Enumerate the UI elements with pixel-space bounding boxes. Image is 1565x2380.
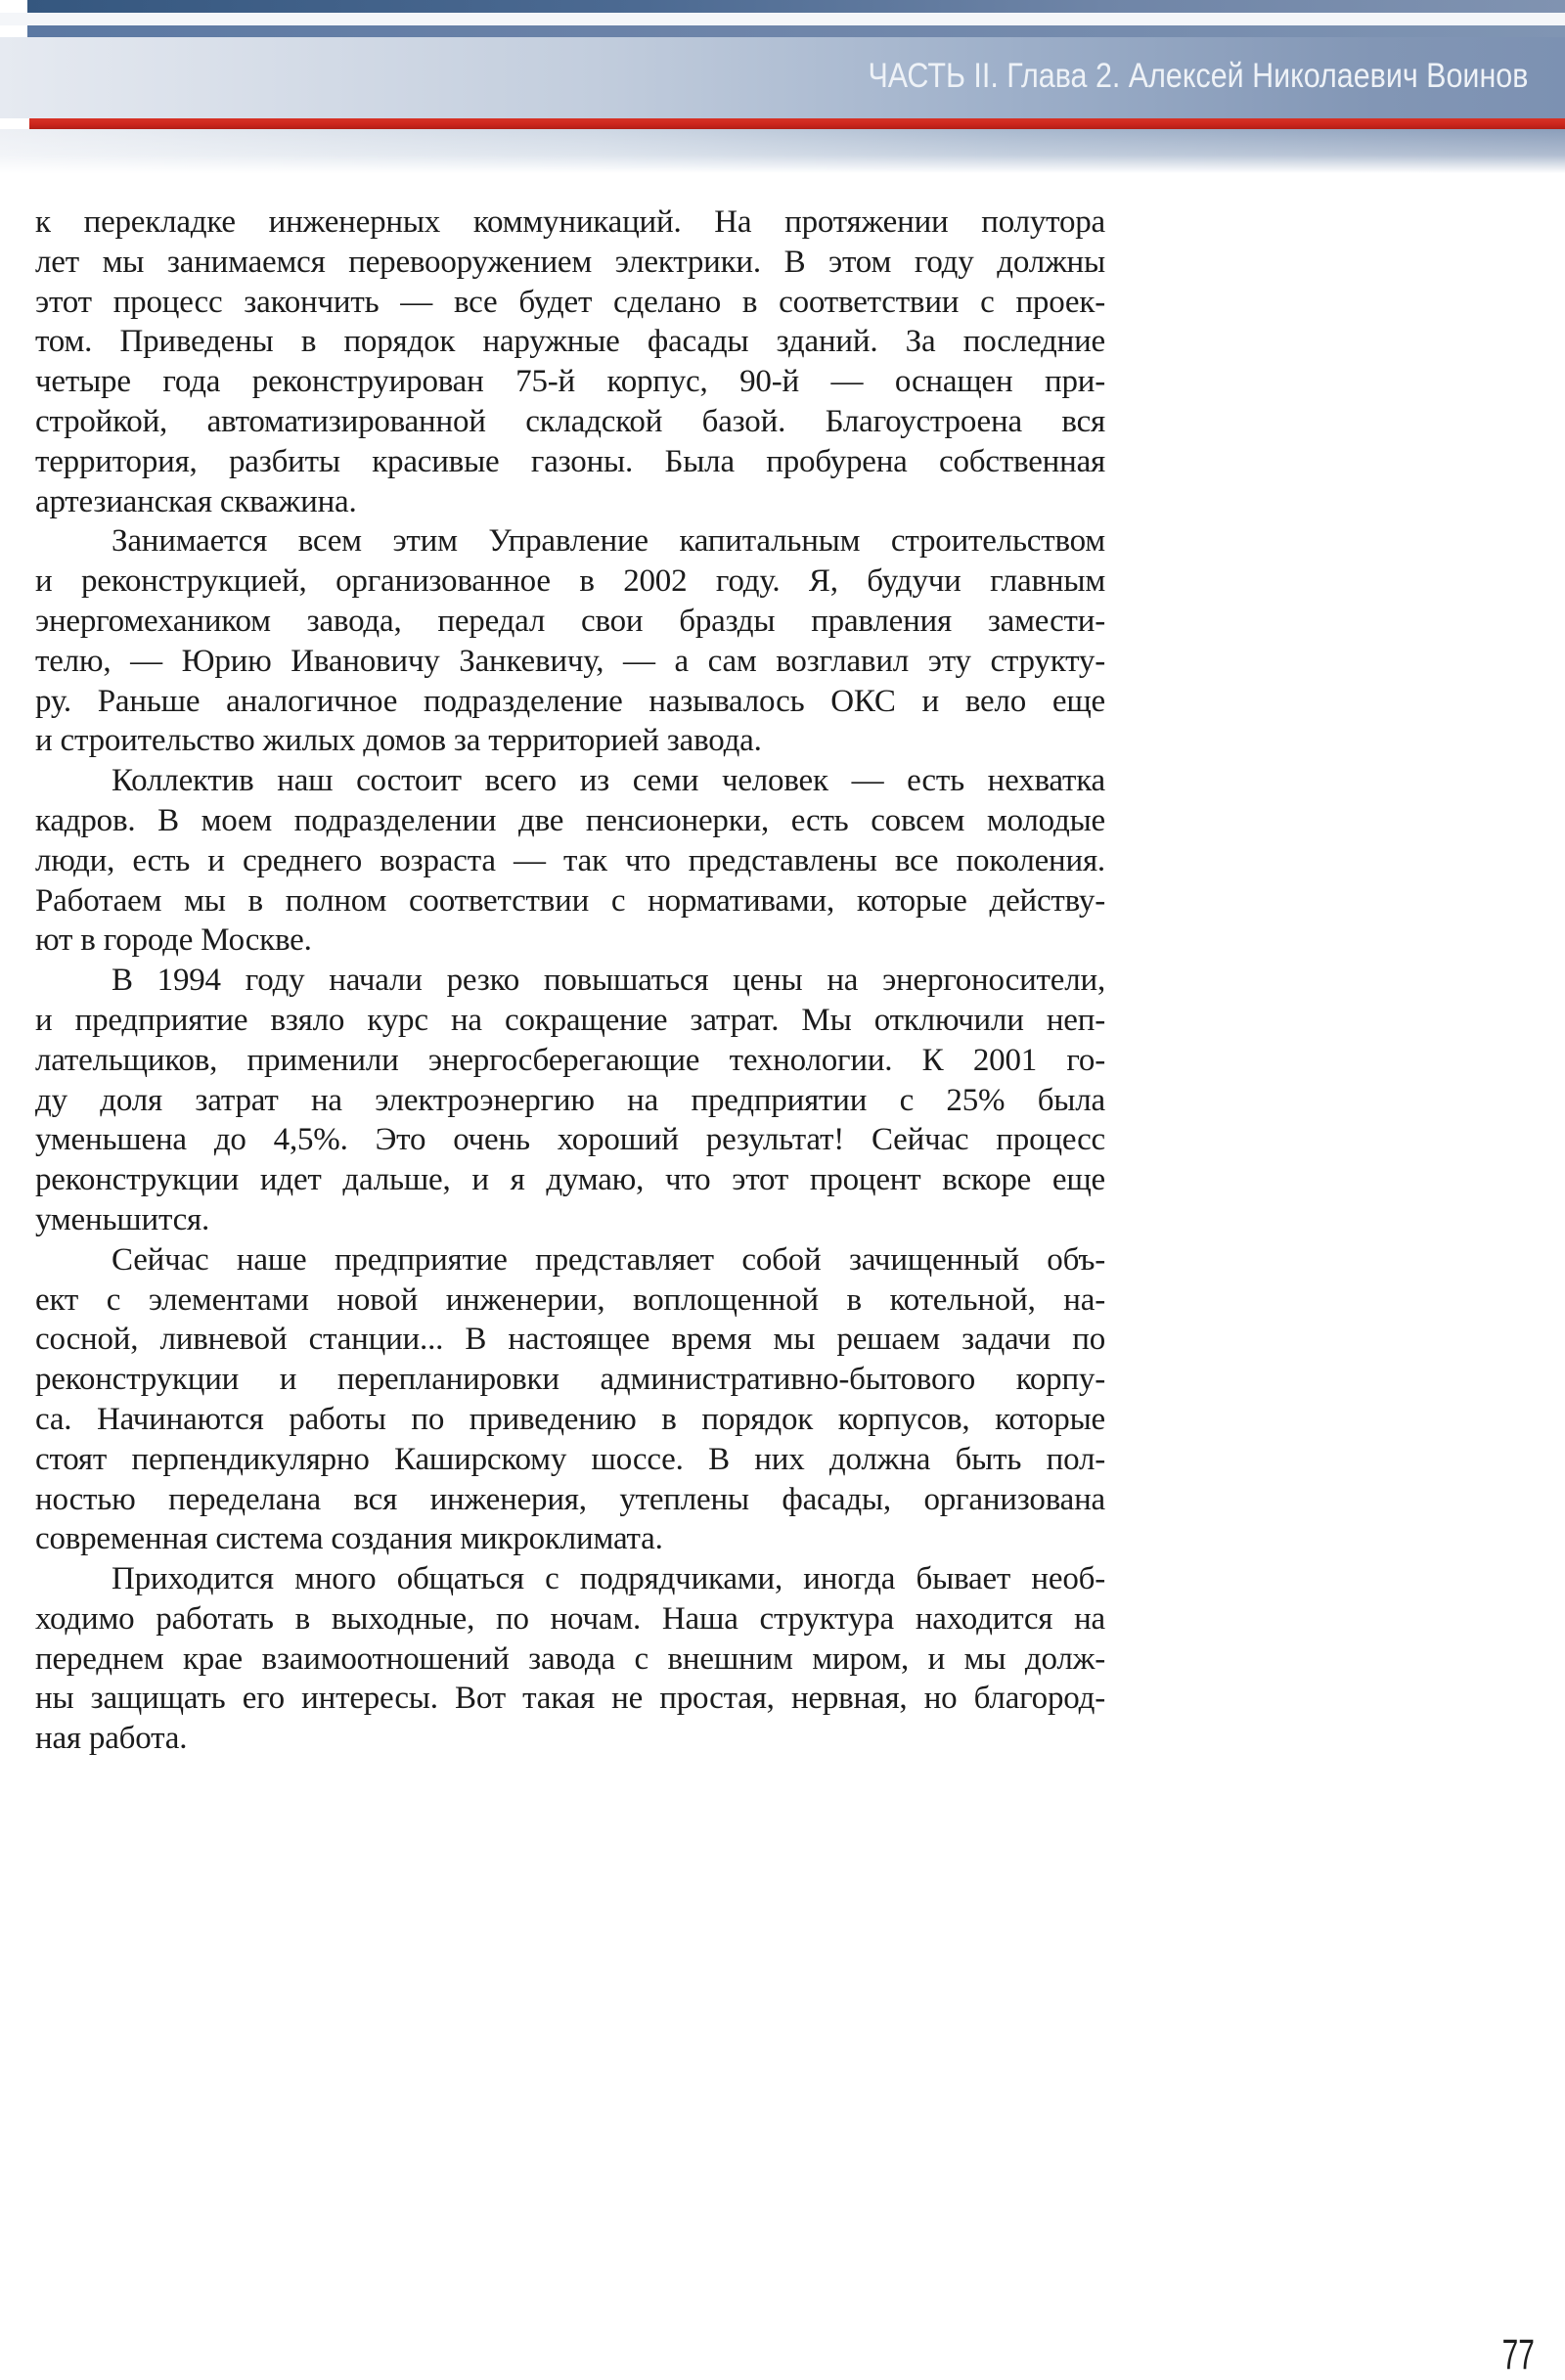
text-line: Сейчас наше предприятие представляет собой зачищенный объ- — [112, 1241, 1105, 1278]
text-line: ходимо работать в выходные, по ночам. Наша структура находится на — [35, 1600, 1105, 1637]
text-line: ют в городе Москве. — [35, 922, 312, 959]
text-line: современная система создания микроклимата. — [35, 1521, 663, 1557]
text-line: к перекладке инженерных коммуникаций. На протяжении полутора — [35, 204, 1105, 240]
text-line: люди, есть и среднего возраста — так что представлены все поколения. — [35, 842, 1105, 878]
chapter-header-title: ЧАСТЬ II. Глава 2. Алексей Николаевич Воинов — [868, 56, 1529, 95]
text-line: ны защищать его интересы. Вот такая не простая, нервная, но благород- — [35, 1681, 1105, 1717]
text-line: реконструкции и перепланировки административно-бытового корпу- — [35, 1362, 1105, 1398]
paragraph — [35, 1240, 1105, 1559]
header-band-fade — [0, 129, 1565, 176]
text-line: Работаем мы в полном соответствии с нормативами, которые действу- — [35, 882, 1105, 919]
text-line: са. Начинаются работы по приведению в порядок корпусов, которые — [35, 1401, 1105, 1437]
text-line: территория, разбиты красивые газоны. Была пробурена собственная — [35, 443, 1105, 479]
text-line: лет мы занимаемся перевооружением электрики. В этом году должны — [35, 244, 1105, 280]
header-red-stripe — [29, 118, 1565, 129]
text-line: реконструкции идет дальше, и я думаю, что этот процент вскоре еще — [35, 1162, 1105, 1198]
text-line: стоят перпендикулярно Каширскому шоссе. В них должна быть пол- — [35, 1441, 1105, 1477]
paragraph — [35, 202, 1105, 521]
text-line: В 1994 году начали резко повышаться цены на энергоносители, — [112, 963, 1105, 999]
text-line: Приходится много общаться с подрядчиками, иногда бывает необ- — [112, 1561, 1105, 1597]
text-line: и строительство жилых домов за территорией завода. — [35, 723, 762, 759]
text-line: ду доля затрат на электроэнергию на предприятии с 25% была — [35, 1082, 1105, 1118]
paragraph — [35, 961, 1105, 1240]
text-line: четыре года реконструирован 75-й корпус, 90-й — оснащен при- — [35, 364, 1105, 400]
text-line: лательщиков, применили энергосберегающие технологии. К 2001 го- — [35, 1042, 1105, 1078]
body-text — [35, 202, 1105, 1759]
text-line: Коллектив наш состоит всего из семи человек — есть нехватка — [112, 763, 1105, 799]
page-number: 77 — [1501, 2331, 1535, 2379]
text-line: ру. Раньше аналогичное подразделение называлось ОКС и вело еще — [35, 683, 1105, 719]
header-white-stripe — [0, 13, 1565, 25]
text-line: ная работа. — [35, 1721, 188, 1757]
text-line: этот процесс закончить — все будет сделано в соответствии с проек- — [35, 284, 1105, 320]
text-line: кадров. В моем подразделении две пенсионерки, есть совсем молодые — [35, 802, 1105, 838]
text-line: сосной, ливневой станции... В настоящее время мы решаем задачи по — [35, 1322, 1105, 1358]
paragraph — [35, 1559, 1105, 1759]
header-band — [0, 37, 1565, 118]
header-top-bar — [27, 0, 1565, 13]
text-line: уменьшена до 4,5%. Это очень хороший результат! Сейчас процесс — [35, 1122, 1105, 1158]
text-line: и реконструкцией, организованное в 2002 году. Я, будучи главным — [35, 563, 1105, 600]
text-line: телю, — Юрию Ивановичу Занкевичу, — а сам возглавил эту структу- — [35, 643, 1105, 679]
text-line: Занимается всем этим Управление капитальным строительством — [112, 523, 1105, 560]
text-line: артезианская скважина. — [35, 483, 357, 519]
text-line: том. Приведены в порядок наружные фасады зданий. За последние — [35, 324, 1105, 360]
text-line: ностью переделана вся инженерия, утеплены фасады, организована — [35, 1481, 1105, 1517]
text-line: и предприятие взяло курс на сокращение затрат. Мы отключили неп- — [35, 1002, 1105, 1038]
text-line: ект с элементами новой инженерии, воплощенной в котельной, на- — [35, 1281, 1105, 1318]
text-line: энергомехаником завода, передал свои бразды правления замести- — [35, 603, 1105, 639]
text-line: стройкой, автоматизированной складской базой. Благоустроена вся — [35, 403, 1105, 439]
header-accent-bar — [27, 25, 1565, 37]
text-line: переднем крае взаимоотношений завода с внешним миром, и мы долж- — [35, 1640, 1105, 1677]
text-line: уменьшится. — [35, 1201, 210, 1237]
paragraph — [35, 761, 1105, 961]
paragraph — [35, 521, 1105, 761]
